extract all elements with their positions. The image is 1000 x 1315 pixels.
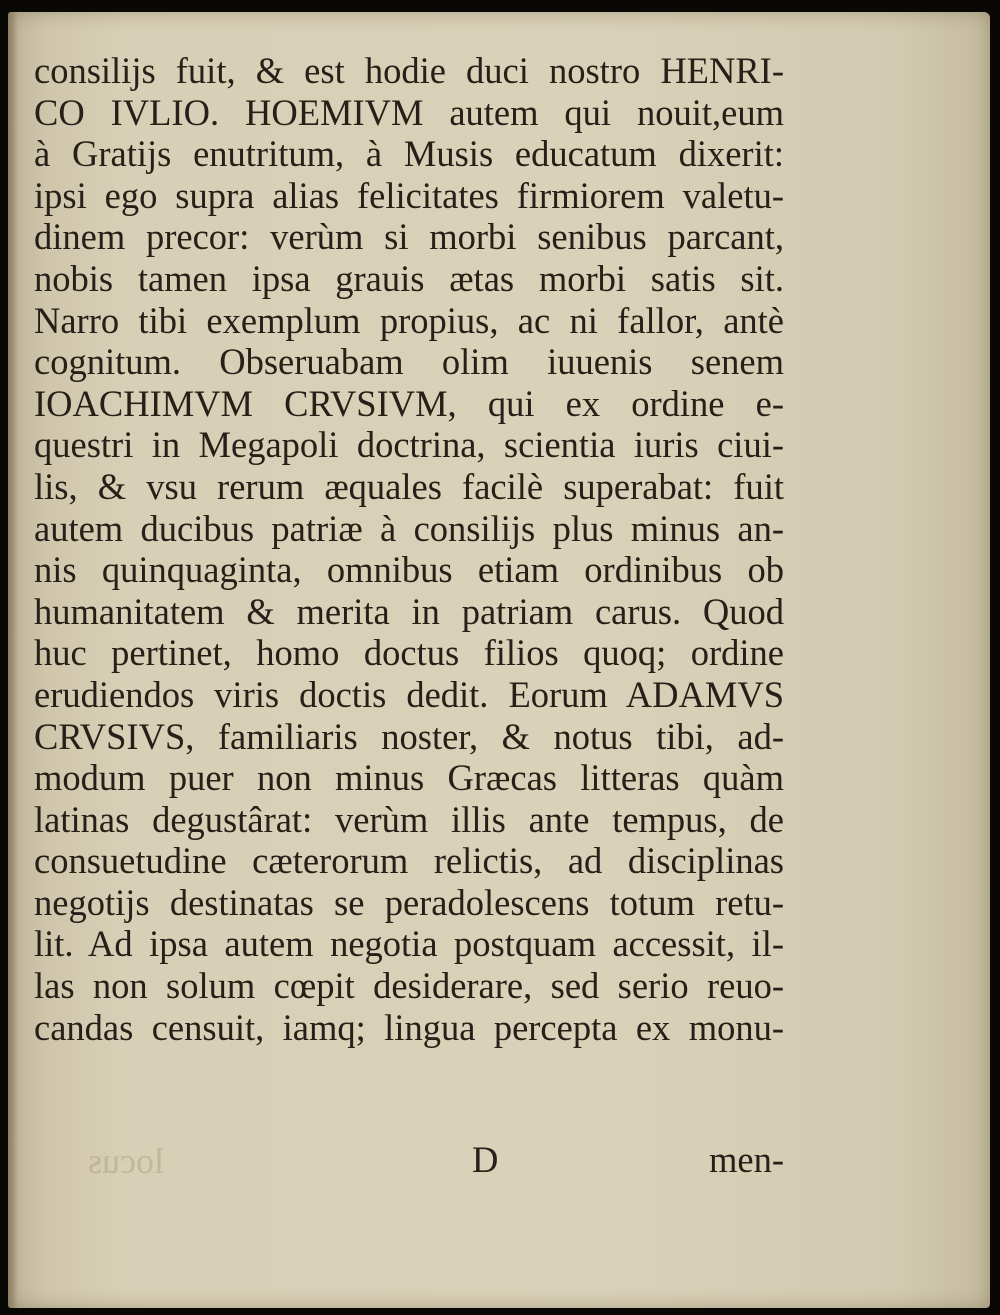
page-footer — [34, 1139, 784, 1181]
bleed-through-text: locus — [88, 1141, 164, 1181]
text-line: à Gratijs enutritum, à Musis educatum dixerit: — [34, 133, 784, 175]
text-line: latinas degustârat: verùm illis ante tempus, de — [34, 798, 784, 840]
text-line: ipsi ego supra alias felicitates firmiorem valetu- — [34, 174, 784, 216]
text-line: cognitum. Obseruabam olim iuuenis senem — [34, 341, 784, 383]
text-line: consuetudine cæterorum relictis, ad disciplinas — [34, 840, 784, 882]
text-line: nobis tamen ipsa grauis ætas morbi satis sit. — [34, 257, 784, 299]
text-line: erudiendos viris doctis dedit. Eorum ADAMVS — [34, 673, 784, 715]
catchword: men- — [709, 1139, 784, 1180]
text-line: consilijs fuit, & est hodie duci nostro HENRI- — [34, 50, 784, 91]
signature-mark: D — [472, 1139, 499, 1180]
text-line: IOACHIMVM CRVSIVM, qui ex ordine e- — [34, 382, 784, 424]
body-text — [34, 50, 784, 1048]
text-line: lit. Ad ipsa autem negotia postquam accessit, il- — [34, 923, 784, 965]
text-line: autem ducibus patriæ à consilijs plus minus an- — [34, 507, 784, 549]
text-line: CO IVLIO. HOEMIVM autem qui nouit,eum — [34, 91, 784, 133]
book-page — [8, 12, 990, 1308]
text-line: nis quinquaginta, omnibus etiam ordinibus ob — [34, 549, 784, 591]
text-line: dinem precor: verùm si morbi senibus parcant, — [34, 216, 784, 258]
text-line: Narro tibi exemplum propius, ac ni fallor, antè — [34, 299, 784, 341]
text-line: negotijs destinatas se peradolescens totum retu- — [34, 881, 784, 923]
text-line: questri in Megapoli doctrina, scientia iuris ciui- — [34, 424, 784, 466]
text-line: las non solum cœpit desiderare, sed serio reuo- — [34, 965, 784, 1007]
text-line: humanitatem & merita in patriam carus. Quod — [34, 590, 784, 632]
text-line: CRVSIVS, familiaris noster, & notus tibi, ad- — [34, 715, 784, 757]
text-line: lis, & vsu rerum æquales facilè superabat: fuit — [34, 465, 784, 507]
text-line: modum puer non minus Græcas litteras quàm — [34, 757, 784, 799]
text-line: huc pertinet, homo doctus filios quoq; ordine — [34, 632, 784, 674]
text-line: candas censuit, iamq; lingua percepta ex monu- — [34, 1006, 784, 1048]
